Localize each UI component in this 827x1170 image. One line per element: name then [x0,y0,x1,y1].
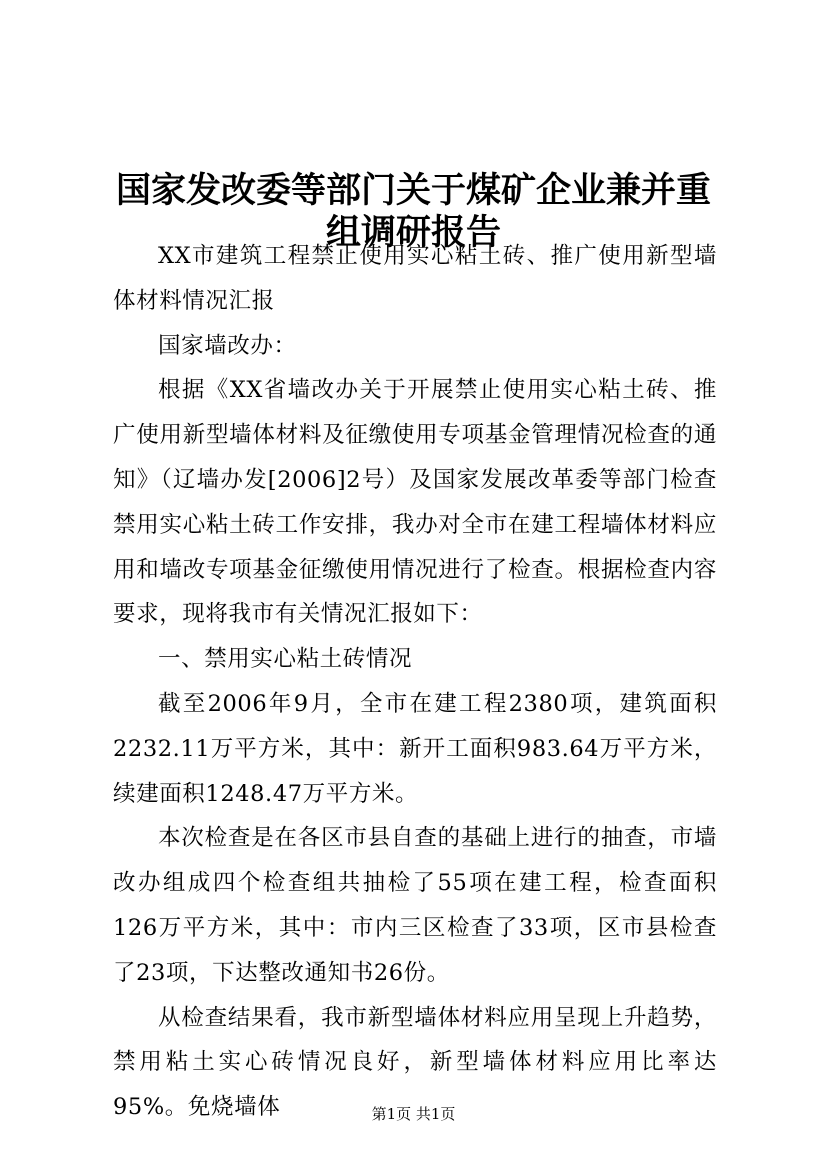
paragraph-statistics: 截至2006年9月，全市在建工程2380项，建筑面积2232.11万平方米，其中：新开工面积983.64万平方米，续建面积1248.47万平方米。 [113,690,717,807]
paragraph-recipient: 国家墙改办： [158,332,297,359]
paragraph-results: 从检查结果看，我市新型墙体材料应用呈现上升趋势，禁用粘土实心砖情况良好，新型墙体材料应用比率达95%。免烧墙体 [113,1004,717,1121]
paragraph-report-heading: XX市建筑工程禁止使用实心粘土砖、推广使用新型墙体材料情况汇报 [113,243,717,314]
page-footer: 第1页 共1页 [371,1105,456,1123]
paragraph-inspection: 本次检查是在各区市县自查的基础上进行的抽查，市墙改办组成四个检查组共抽检了55项在建工程，检查面积126万平方米，其中：市内三区检查了33项，区市县检查了23项，下达整改通知书26份。 [113,825,717,986]
paragraph-section-heading: 一、禁用实心粘土砖情况 [158,646,413,673]
document-title: 国家发改委等部门关于煤矿企业兼并重组调研报告 [115,170,711,254]
document-body [113,234,717,1130]
paragraph-introduction: 根据《XX省墙改办关于开展禁止使用实心粘土砖、推广使用新型墙体材料及征缴使用专项基金管理情况检查的通知》（辽墙办发[2006]2号）及国家发展改革委等部门检查禁用实心粘土砖工作安排，我办对全市在建工程墙体材料应用和墙改专项基金征缴使用情况进行了检查。根据检查内容要求，现将我市有关情况汇报如下： [113,377,717,628]
